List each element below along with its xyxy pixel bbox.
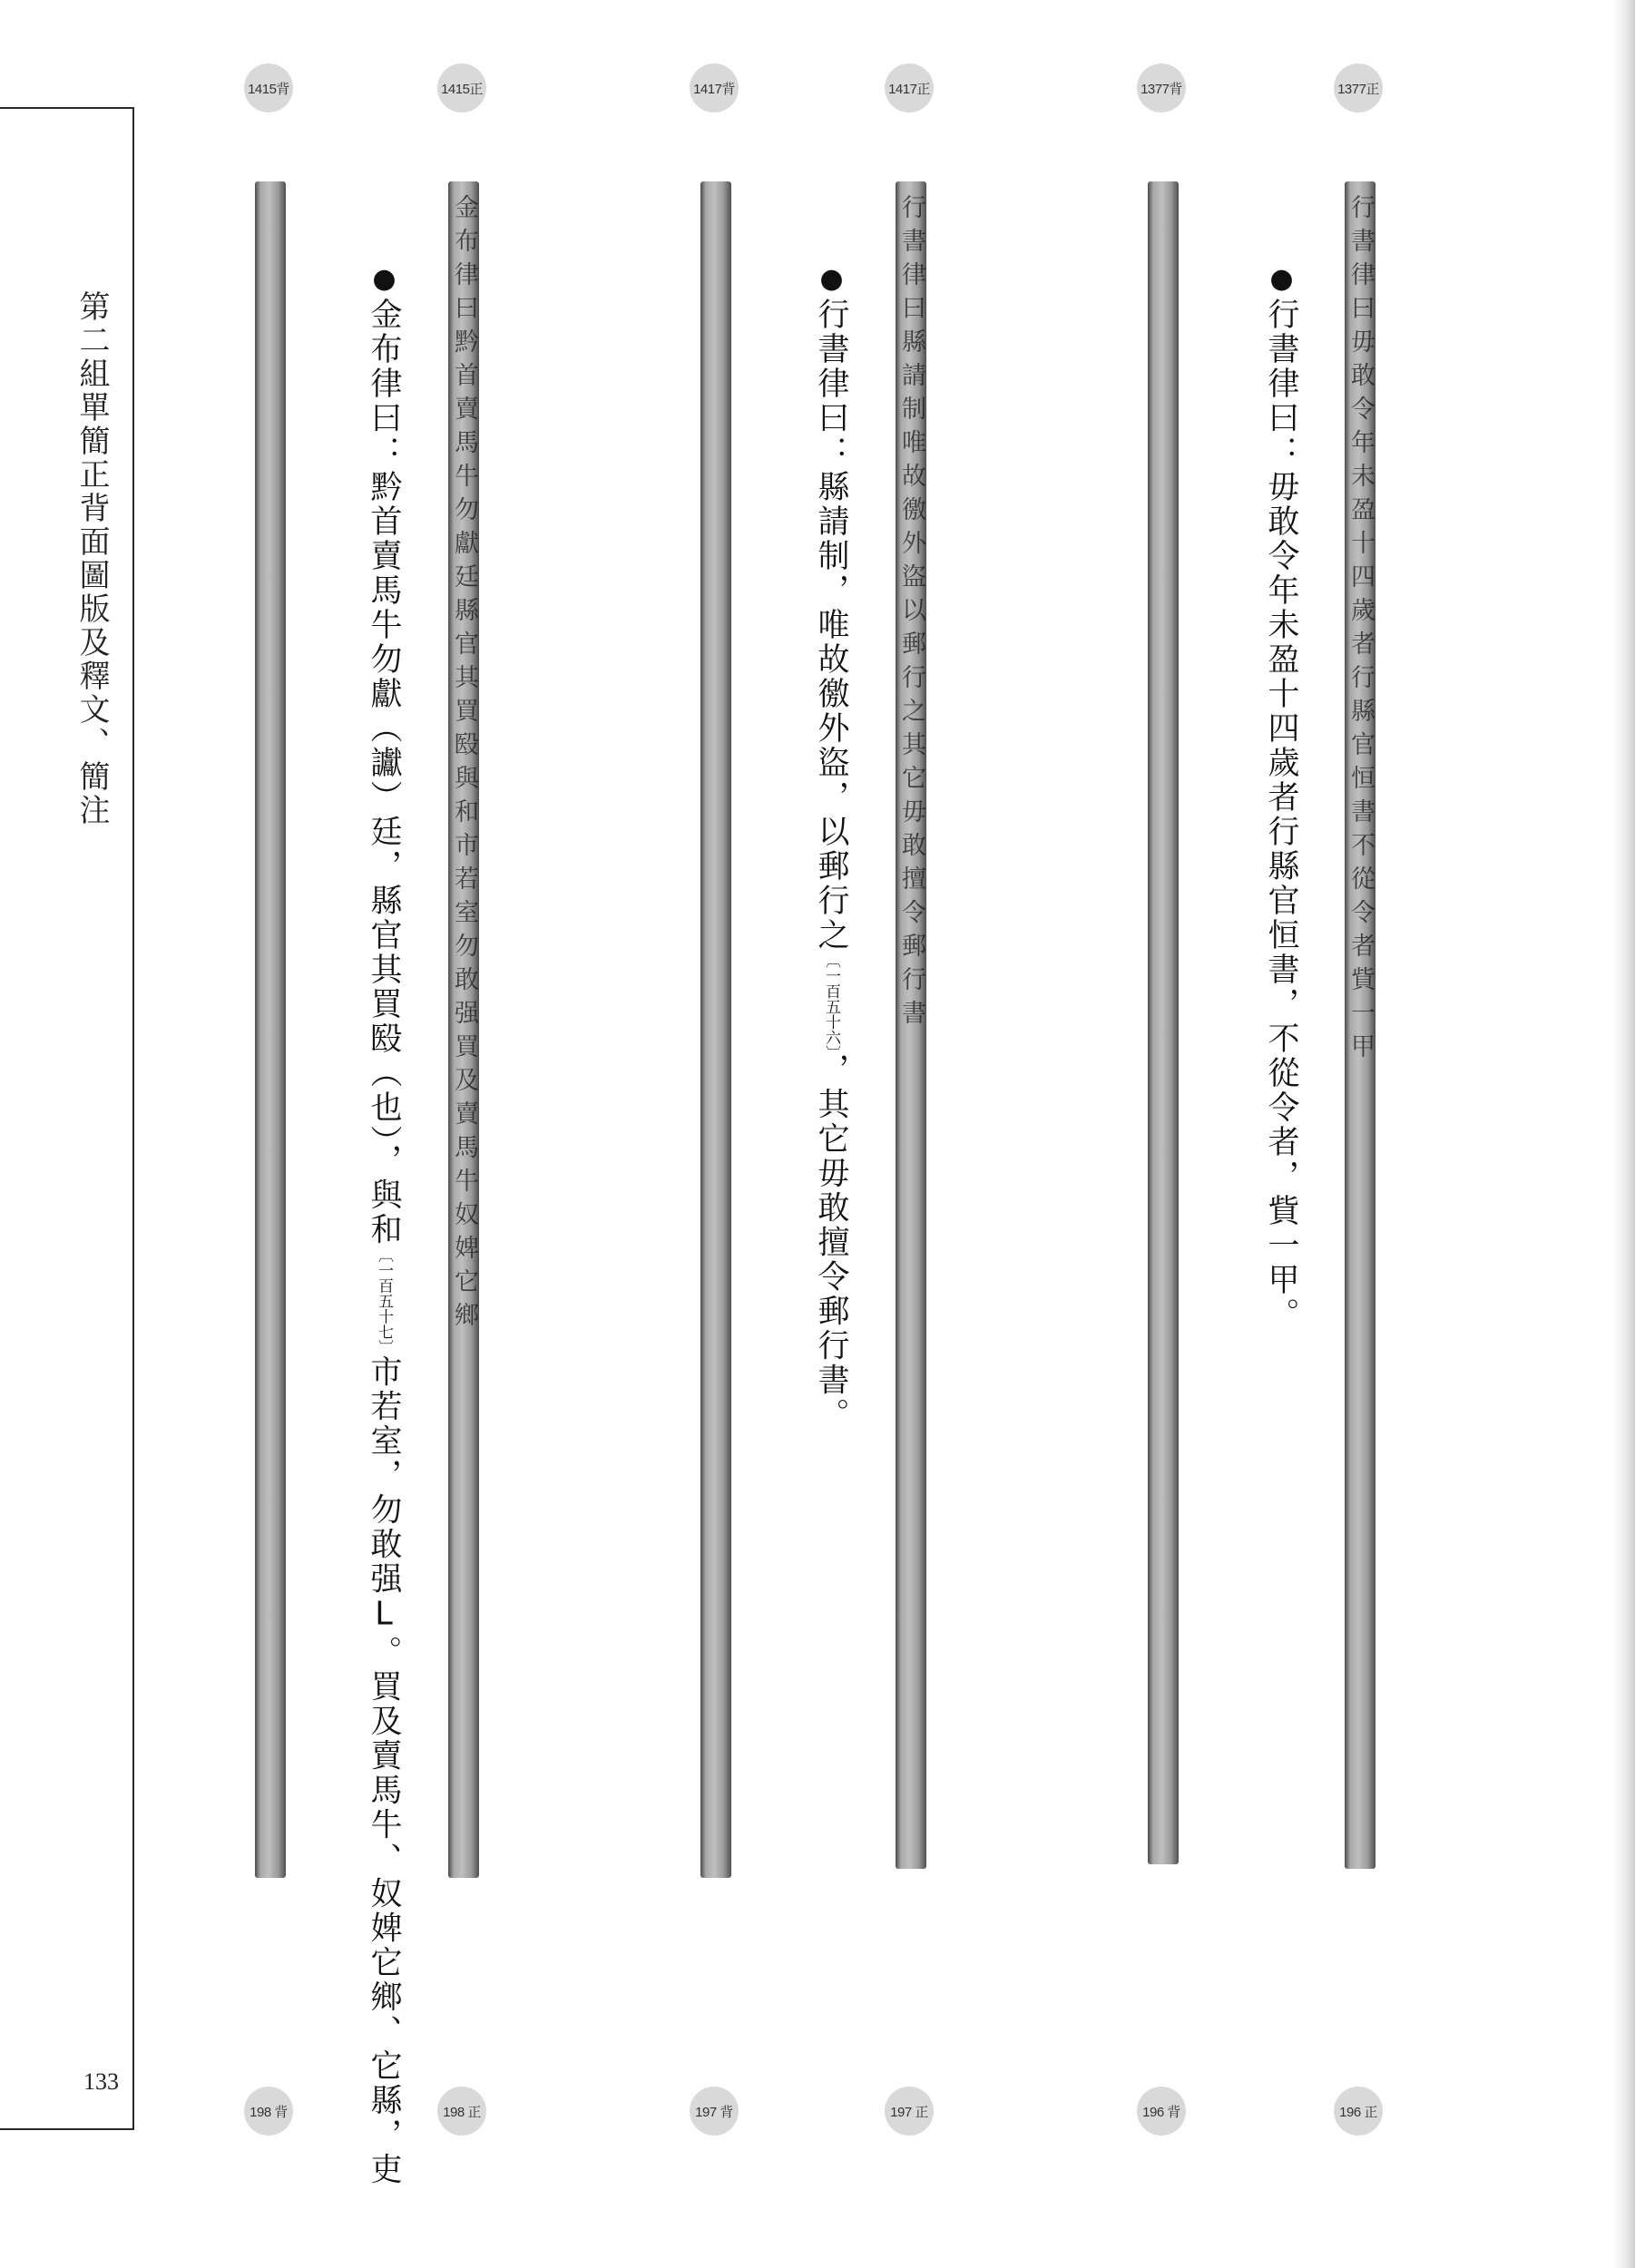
margin-bottom-rule <box>0 2128 134 2130</box>
strip-glyphs <box>255 194 286 1863</box>
strip-bottom-label: 196 正 <box>1334 2087 1383 2136</box>
transcription-text: 行書律曰：毋敢令年未盈十四歲者行縣官恒書，不從令者，貲一甲。 <box>1263 298 1299 1332</box>
strip-top-label: 1415背 <box>244 64 293 112</box>
strip-glyphs: 金布律曰黔首賣馬牛勿獻廷縣官其買殹與和市若室勿敢强買及賣馬牛奴婢它鄉 <box>450 194 478 1335</box>
transcription-text: 市若室，勿敢强ᒪ。買及賣馬牛、奴婢它鄉、它縣，吏 <box>366 1354 402 2187</box>
strip-glyphs <box>1148 194 1179 1850</box>
bamboo-strip-front <box>1345 181 1376 1869</box>
strip-bottom-label: 196 背 <box>1137 2087 1186 2136</box>
bullet-icon: ● <box>368 263 400 298</box>
strip-top-label: 1415正 <box>437 64 486 112</box>
transcription-text: ，其它毋敢擅令郵行書。 <box>813 1052 849 1432</box>
strip-bottom-label: 198 背 <box>244 2087 293 2136</box>
strip-bottom-label: 198 正 <box>437 2087 486 2136</box>
bullet-icon: ● <box>816 263 847 298</box>
bamboo-strip-back <box>1148 181 1179 1864</box>
strip-glyphs <box>700 194 731 1863</box>
strip-bottom-label: 197 背 <box>690 2087 739 2136</box>
chapter-title: 第二組單簡正背面圖版及釋文、簡注 <box>73 290 110 827</box>
strip-glyphs: 行書律曰毋敢令年未盈十四歲者行縣官恒書不從令者貲一甲 <box>1346 194 1375 1067</box>
strip-top-label: 1417正 <box>885 64 934 112</box>
bamboo-strip-back <box>255 181 286 1878</box>
strip-top-label: 1377背 <box>1137 64 1186 112</box>
strip-glyphs: 行書律曰縣請制唯故徼外盜以郵行之其它毋敢擅令郵行書 <box>897 194 925 1033</box>
strip-number-note: 〔一百五十六〕 <box>822 953 840 1053</box>
transcription-column <box>810 263 852 1432</box>
transcription-column <box>363 263 405 2187</box>
strip-top-label: 1417背 <box>690 64 739 112</box>
transcription-column <box>1260 263 1302 1332</box>
bamboo-strip-front <box>448 181 479 1878</box>
bamboo-strip-back <box>700 181 731 1878</box>
bamboo-strip-front <box>896 181 926 1869</box>
transcription-text: 行書律曰：縣請制，唯故徼外盜，以郵行之 <box>813 298 849 953</box>
page-number: 133 <box>83 2068 119 2095</box>
margin-rule <box>132 107 134 2130</box>
bullet-icon: ● <box>1266 263 1297 298</box>
strip-number-note: 〔一百五十七〕 <box>375 1246 393 1355</box>
page-binding-shadow <box>1613 0 1635 2268</box>
transcription-text: 金布律曰：黔首賣馬牛勿獻（讞）廷，縣官其買殹（也），與和 <box>366 298 402 1247</box>
strip-top-label: 1377正 <box>1334 64 1383 112</box>
margin-top-rule <box>0 107 134 109</box>
strip-bottom-label: 197 正 <box>885 2087 934 2136</box>
